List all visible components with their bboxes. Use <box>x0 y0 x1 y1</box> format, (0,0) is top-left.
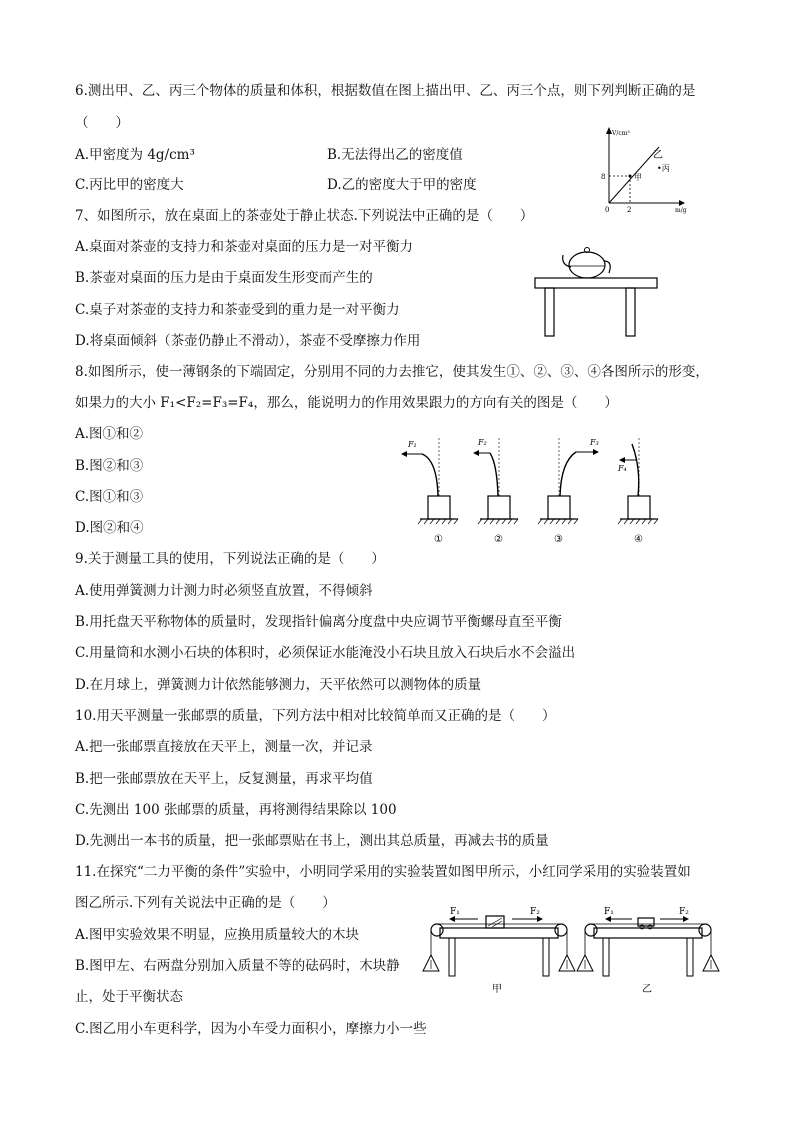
q6-graph-ylabel: V/cm³ <box>612 130 630 137</box>
q6-option-d: D.乙的密度大于甲的密度 <box>327 177 477 193</box>
svg-text:F₃: F₃ <box>590 438 599 447</box>
q6-graph-label-yi: 乙 <box>653 150 663 161</box>
q11-apparatus-figure <box>422 905 722 995</box>
q8-option-d: D.图②和④ <box>75 520 144 536</box>
q9-option-d: D.在月球上，弹簧测力计依然能够测力，天平依然可以测物体的质量 <box>75 677 482 693</box>
svg-text:F₂: F₂ <box>530 907 540 917</box>
q10-option-d: D.先测出一本书的质量，把一张邮票贴在书上，测出其总质量，再减去书的质量 <box>75 833 549 849</box>
q8-panel-1 <box>401 438 458 545</box>
q6-option-b: B.无法得出乙的密度值 <box>327 147 463 163</box>
q8-steel-strip-figure <box>398 438 688 548</box>
q10-option-b: B.把一张邮票放在天平上，反复测量，再求平均值 <box>75 771 373 787</box>
q8-panel-2 <box>473 438 518 545</box>
q9-stem: 9.关于测量工具的使用，下列说法正确的是（ ） <box>75 551 385 567</box>
svg-text:F₁: F₁ <box>450 907 460 917</box>
q11-stem-line1: 11.在探究“二力平衡的条件”实验中，小明同学采用的实验装置如图甲所示，小红同学采用的实验装置如 <box>75 864 691 880</box>
q6-graph-origin: 0 <box>605 206 610 214</box>
q8-panel-4 <box>617 438 658 545</box>
svg-text:F₁: F₁ <box>604 907 614 917</box>
q11-setup-jia <box>423 907 575 995</box>
q8-stem-line1: 8.如图所示，使一薄钢条的下端固定，分别用不同的力去推它，使其发生①、②、③、④各图所示的形变， <box>75 364 709 380</box>
q8-option-a: A.图①和② <box>75 426 144 442</box>
q11-setup-yi <box>577 907 719 995</box>
svg-text:F₄: F₄ <box>618 464 627 473</box>
q6-graph-label-jia: 甲 <box>634 173 642 182</box>
q7-stem: 7、如图所示，放在桌面上的茶壶处于静止状态.下列说法中正确的是（ ） <box>75 208 534 224</box>
q9-option-a: A.使用弹簧测力计测力时必须竖直放置，不得倾斜 <box>75 583 373 599</box>
q11-option-a: A.图甲实验效果不明显，应换用质量较大的木块 <box>75 927 360 943</box>
svg-text:③: ③ <box>554 534 563 545</box>
q6-graph-label-bing: •丙 <box>657 164 670 173</box>
q7-teapot-on-table <box>533 243 663 338</box>
svg-text:②: ② <box>494 534 503 545</box>
q6-stem: 6.测出甲、乙、丙三个物体的质量和体积，根据数值在图上描出甲、乙、丙三个点，则下列判断正确的是 <box>75 83 696 99</box>
q11-stem-line2: 图乙所示.下列有关说法中正确的是（ ） <box>75 895 336 911</box>
q8-panel-3 <box>538 438 599 545</box>
q9-option-c: C.用量筒和水测小石块的体积时，必须保证水能淹没小石块且放入石块后水不会溢出 <box>75 645 576 661</box>
q6-graph-xlabel: m/g <box>675 207 687 214</box>
q7-option-a: A.桌面对茶壶的支持力和茶壶对桌面的压力是一对平衡力 <box>75 239 414 255</box>
q7-option-b: B.茶壶对桌面的压力是由于桌面发生形变而产生的 <box>75 270 373 286</box>
svg-text:F₁: F₁ <box>408 440 417 449</box>
q7-option-d: D.将桌面倾斜（茶壶仍静止不滑动），茶壶不受摩擦力作用 <box>75 333 421 349</box>
svg-text:④: ④ <box>634 534 643 545</box>
q6-graph-xtick: 2 <box>627 206 632 214</box>
q11-option-b-line2: 止，处于平衡状态 <box>75 989 183 1005</box>
q8-stem-line2: 如果力的大小 F₁<F₂=F₃=F₄，那么，能说明力的作用效果跟力的方向有关的图是（ ） <box>75 395 618 411</box>
svg-text:①: ① <box>434 534 443 545</box>
q6-answer-paren: （ ） <box>75 115 129 131</box>
q10-option-c: C.先测出 100 张邮票的质量，再将测得结果除以 100 <box>75 802 397 818</box>
q10-stem: 10.用天平测量一张邮票的质量，下列方法中相对比较简单而又正确的是（ ） <box>75 708 556 724</box>
q6-density-graph <box>595 125 695 215</box>
svg-text:F₂: F₂ <box>679 907 689 917</box>
q11-option-b-line1: B.图甲左、右两盘分别加入质量不等的砝码时，木块静 <box>75 958 400 974</box>
svg-text:乙: 乙 <box>642 984 652 995</box>
svg-text:甲: 甲 <box>492 984 502 995</box>
q7-option-c: C.桌子对茶壶的支持力和茶壶受到的重力是一对平衡力 <box>75 302 400 318</box>
q11-option-c: C.图乙用小车更科学，因为小车受力面积小，摩擦力小一些 <box>75 1021 427 1037</box>
q6-option-c: C.丙比甲的密度大 <box>75 177 184 193</box>
q8-option-c: C.图①和③ <box>75 489 144 505</box>
q10-option-a: A.把一张邮票直接放在天平上，测量一次，并记录 <box>75 739 373 755</box>
q8-option-b: B.图②和③ <box>75 458 144 474</box>
q9-option-b: B.用托盘天平称物体的质量时，发现指针偏离分度盘中央应调节平衡螺母直至平衡 <box>75 614 562 630</box>
q6-option-a: A.甲密度为 4g/cm³ <box>75 147 195 163</box>
q6-graph-ytick: 8 <box>601 173 606 181</box>
svg-text:F₂: F₂ <box>478 438 487 447</box>
